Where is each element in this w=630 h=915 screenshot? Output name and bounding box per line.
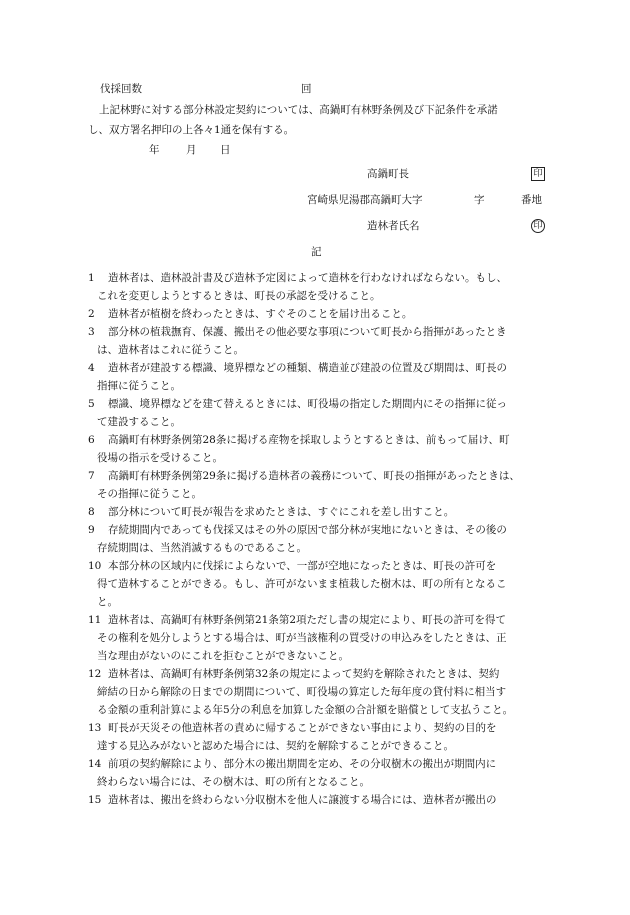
address-label: 宮崎県児湯郡高鍋町大字 (307, 194, 423, 206)
list-item: 7 高鍋町有林野条例第29条に掲げる造林者の義務について、町長の指揮があったときは、 (88, 470, 520, 482)
list-item-continuation: その権利を処分しようとする場合は、町が当該権利の買受けの申込みをしたときは、正 (97, 632, 507, 644)
list-item-continuation: る金額の重利計算による年5分の利息を加算した金額の合計額を賠償として支払うこと。 (97, 704, 514, 716)
list-item: 2 造林者が植樹を終わったときは、すぐそのことを届け出ること。 (88, 308, 413, 320)
date-year: 年 (149, 144, 160, 156)
list-item: 1 造林者は、造林設計書及び造林予定図によって造林を行わなければならない。もし、 (88, 272, 507, 284)
list-item: 9 存続期間内であっても伐採又はその外の原因で部分林が実地にないときは、その後の (88, 524, 507, 536)
list-item-continuation: て建設すること。 (97, 416, 181, 428)
list-item-continuation: 存続期間は、当然消滅するものであること。 (97, 542, 307, 554)
list-item: 11 造林者は、高鍋町有林野条例第21条第2項ただし書の規定により、町長の許可を得て (88, 614, 507, 626)
list-item-continuation: と。 (97, 596, 118, 608)
list-item: 6 高鍋町有林野条例第28条に掲げる産物を採取しようとするときは、前もって届け、町 (88, 434, 510, 446)
list-item-continuation: その指揮に従うこと。 (97, 488, 202, 500)
list-item: 3 部分林の植栽撫育、保護、搬出その他必要な事項について町長から指揮があったとき (88, 326, 507, 338)
intro-line-1: 上記林野に対する部分林設定契約については、高鍋町有林野条例及び下記条件を承諾 (99, 104, 498, 116)
list-item: 14 前項の契約解除により、部分木の搬出期間を定め、その分収樹木の搬出が期間内に (88, 758, 497, 770)
list-item: 12 造林者は、高鍋町有林野条例第32条の規定によって契約を解除されたときは、契約 (88, 668, 500, 680)
list-item: 15 造林者は、搬出を終わらない分収樹木を他人に譲渡する場合には、造林者が搬出の (88, 794, 497, 806)
list-item-continuation: 達する見込みがないと認めた場合には、契約を解除することができること。 (97, 740, 454, 752)
list-item: 5 標識、境界標などを建て替えるときには、町役場の指定した期間内にその指揮に従っ (88, 398, 507, 410)
list-item-continuation: 当な理由がないのにこれを拒むことができないこと。 (97, 650, 349, 662)
address-aza: 字 (474, 194, 485, 206)
list-item-continuation: 得て造林することができる。もし、許可がないまま植栽した樹木は、町の所有となるこ (97, 578, 507, 590)
list-item-continuation: は、造林者はこれに従うこと。 (97, 344, 244, 356)
list-item-continuation: 締結の日から解除の日までの期間について、町役場の算定した毎年度の貸付料に相当す (97, 686, 507, 698)
planter-seal: 印 (531, 219, 545, 233)
date-day: 日 (220, 144, 231, 156)
list-item: 10 本部分林の区域内に伐採によらないで、一部が空地になったときは、町長の許可を (88, 560, 497, 572)
list-item: 8 部分林について町長が報告を求めたときは、すぐにこれを差し出すこと。 (88, 506, 455, 518)
list-item: 4 造林者が建設する標識、境界標などの種類、構造並び建設の位置及び期間は、町長の (88, 362, 507, 374)
date-month: 月 (186, 144, 197, 156)
ki-heading: 記 (311, 246, 322, 258)
list-item: 13 町長が天災その他造林者の責めに帰することができない事由により、契約の目的を (88, 722, 497, 734)
harvest-count-unit: 回 (301, 83, 312, 95)
harvest-count-label: 伐採回数 (100, 83, 142, 95)
mayor-label: 高鍋町長 (367, 168, 409, 180)
intro-line-2: し、双方署名押印の上各々1通を保有する。 (88, 124, 295, 136)
list-item-continuation: 指揮に従うこと。 (97, 380, 181, 392)
list-item-continuation: これを変更しようとするときは、町長の承認を受けること。 (97, 290, 381, 302)
list-item-continuation: 終わらない場合には、その樹木は、町の所有となること。 (97, 776, 370, 788)
mayor-seal: 印 (531, 167, 545, 181)
list-item-continuation: 役場の指示を受けること。 (97, 452, 223, 464)
address-banchi: 番地 (521, 194, 542, 206)
planter-name-label: 造林者氏名 (367, 220, 420, 232)
